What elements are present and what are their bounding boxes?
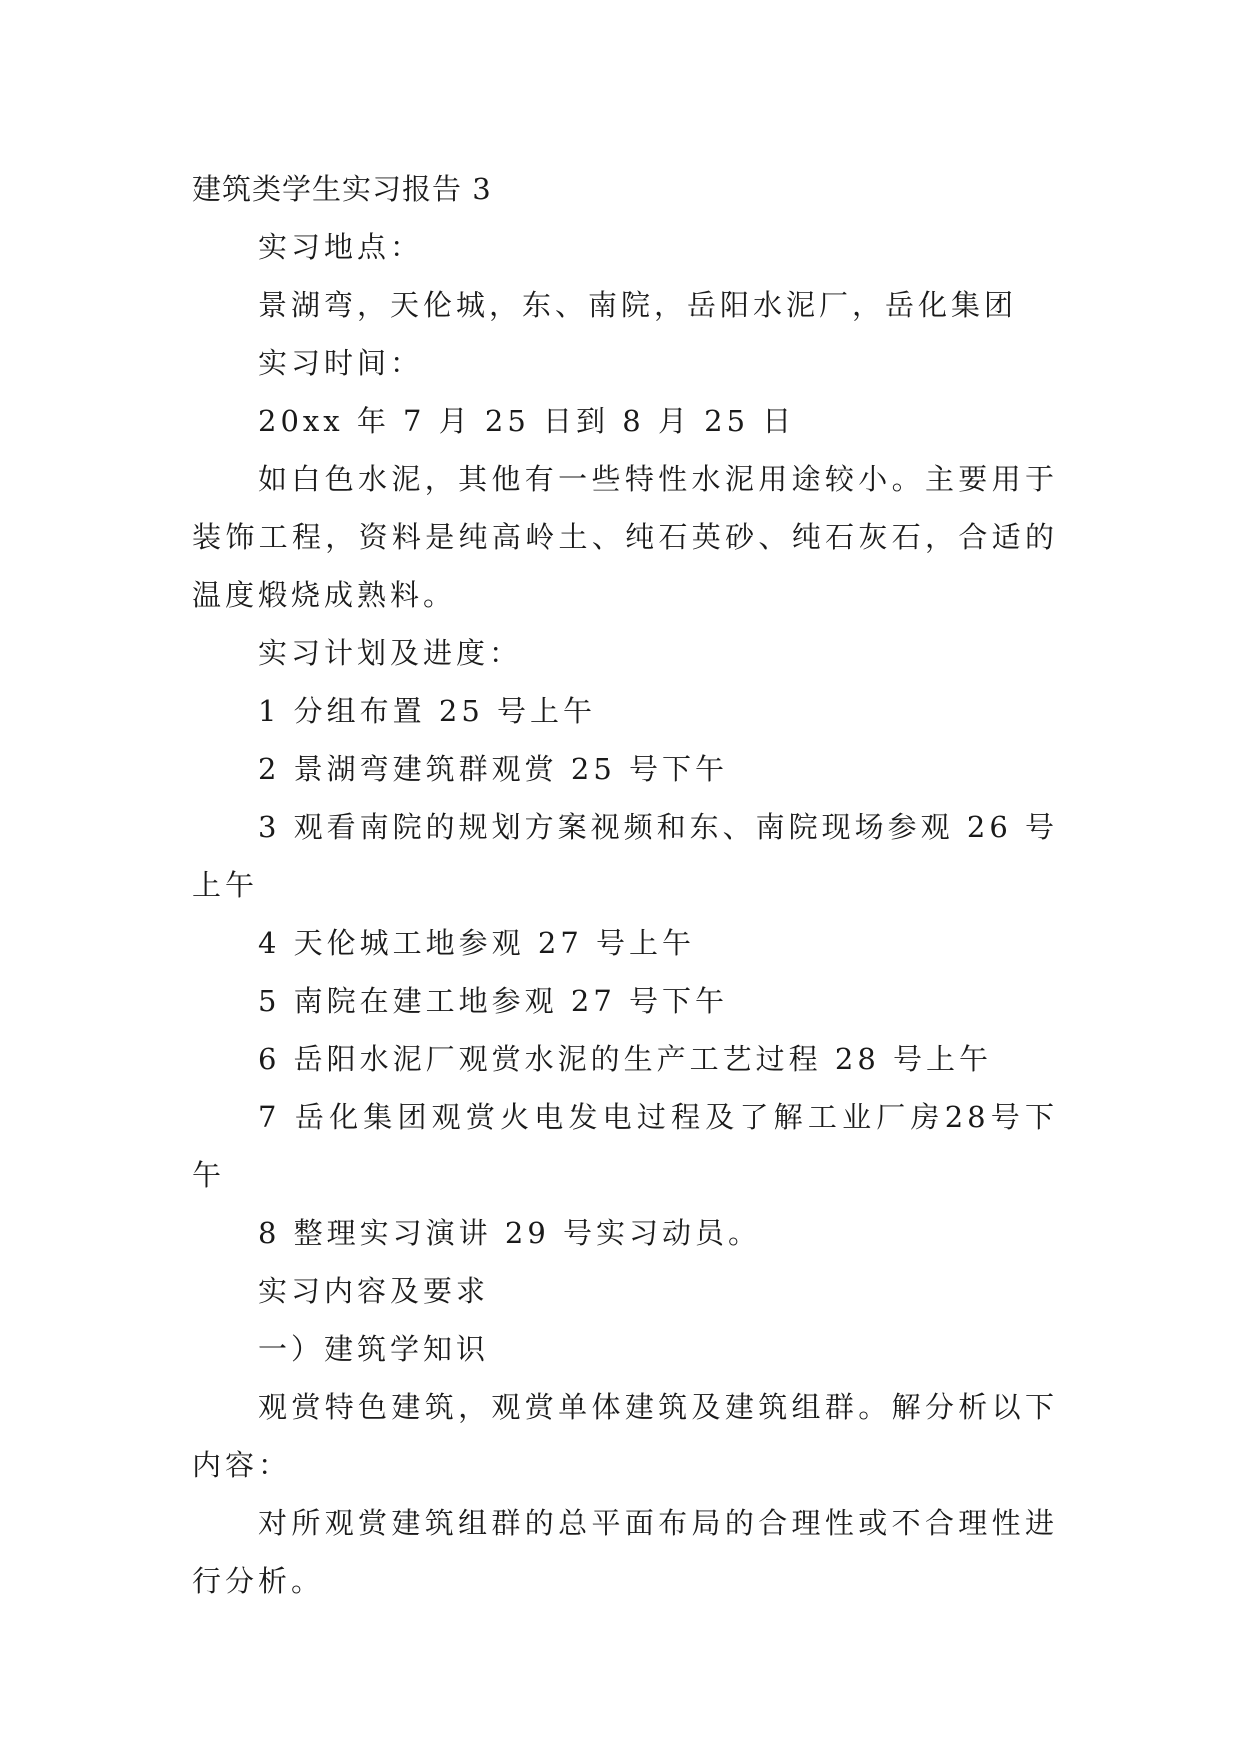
plan-item-8: 8 整理实习演讲 29 号实习动员。	[258, 1216, 762, 1250]
paragraph-white-cement: 如白色水泥，其他有一些特性水泥用途较小。主要用于装饰工程，资料是纯高岭土、纯石英砂、纯石灰石，合适的温度煅烧成熟料。	[192, 462, 1058, 612]
paragraph-location-heading: 实习地点：	[258, 230, 424, 264]
plan-item-2: 2 景湖弯建筑群观赏 25 号下午	[258, 752, 729, 786]
paragraph-time-heading: 实习时间：	[258, 346, 424, 380]
paragraph-location-list: 景湖弯，天伦城，东、南院，岳阳水泥厂，岳化集团	[258, 288, 1018, 322]
plan-item-3: 3 观看南院的规划方案视频和东、南院现场参观 26 号上午	[192, 810, 1059, 902]
plan-item-1: 1 分组布置 25 号上午	[258, 694, 597, 728]
paragraph-plan-heading: 实习计划及进度：	[258, 636, 523, 670]
document-body	[192, 160, 1058, 1610]
plan-item-4: 4 天伦城工地参观 27 号上午	[258, 926, 696, 960]
plan-item-7: 7 岳化集团观赏火电发电过程及了解工业厂房28号下午	[192, 1100, 1058, 1192]
paragraph-time-range: 20xx 年 7 月 25 日到 8 月 25 日	[258, 404, 796, 438]
section-heading-architecture: 一）建筑学知识	[258, 1332, 490, 1366]
plan-item-5: 5 南院在建工地参观 27 号下午	[258, 984, 729, 1018]
document-title: 建筑类学生实习报告 3	[192, 172, 492, 206]
paragraph-observe-buildings: 观赏特色建筑，观赏单体建筑及建筑组群。解分析以下内容：	[192, 1390, 1058, 1482]
paragraph-content-heading: 实习内容及要求	[258, 1274, 490, 1308]
paragraph-layout-analysis: 对所观赏建筑组群的总平面布局的合理性或不合理性进行分析。	[192, 1506, 1058, 1598]
plan-item-6: 6 岳阳水泥厂观赏水泥的生产工艺过程 28 号上午	[258, 1042, 993, 1076]
